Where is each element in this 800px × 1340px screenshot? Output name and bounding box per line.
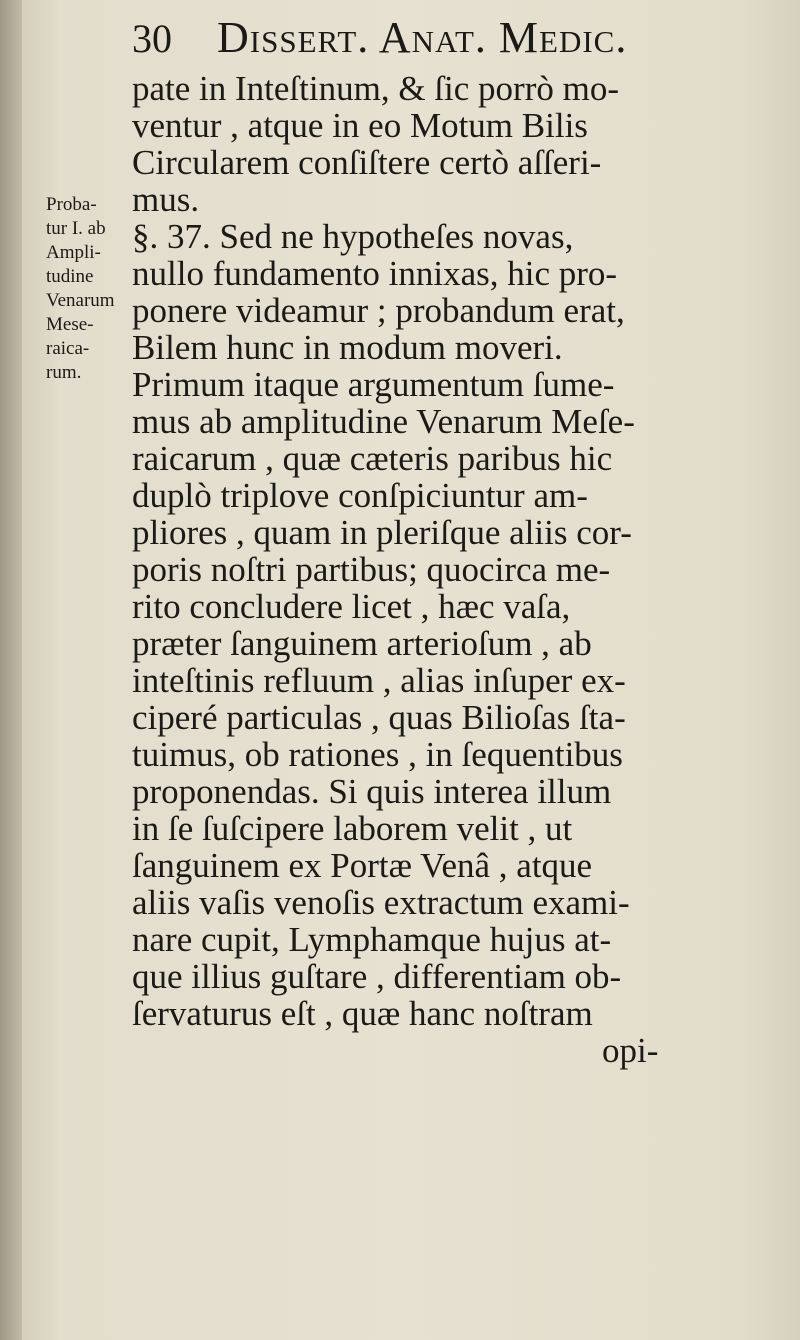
text-line: poris noſtri partibus; quocirca me- [132,550,611,589]
text-line: Primum itaque argumentum ſume- [132,365,615,404]
margin-note-line: tur I. ab [46,218,106,239]
page-gutter [0,0,22,1340]
text-line: pliores , quam in pleriſque aliis cor- [132,513,632,552]
margin-note-line: Mese- [46,314,94,335]
text-line: tuimus, ob rationes , in ſequentibus [132,735,623,774]
margin-note-line: Proba- [46,194,97,215]
text-line: ſervaturus eſt , quæ hanc noſtram [132,994,593,1033]
text-line: Circularem conſiſtere certò aſſeri- [132,143,602,182]
text-line: pate in Inteſtinum, & ſic porrò mo- [132,69,619,108]
margin-note-line: tudine [46,266,94,287]
running-title: Dissert. Anat. Medic. [217,13,628,62]
text-line: in ſe ſuſcipere laborem velit , ut [132,809,573,848]
text-line: ponere videamur ; probandum erat, [132,291,625,330]
text-line: proponendas. Si quis interea illum [132,772,612,811]
margin-note [46,193,126,385]
text-line: opi- [602,1031,659,1070]
text-line: aliis vaſis venoſis extractum exami- [132,883,630,922]
text-line: rito concludere licet , hæc vaſa, [132,587,571,626]
text-line: nare cupit, Lymphamque hujus at- [132,920,612,959]
text-line: mus. [132,180,200,219]
text-line: que illius guſtare , differentiam ob- [132,957,622,996]
text-line: ciperé particulas , quas Bilioſas ſta- [132,698,626,737]
body-text [132,70,762,1069]
text-line: raicarum , quæ cæteris paribus hic [132,439,613,478]
text-line: nullo fundamento innixas, hic pro- [132,254,618,293]
running-header [132,8,752,68]
margin-note-line: Ampli- [46,242,101,263]
margin-note-line: rum. [46,362,82,383]
text-line: ſanguinem ex Portæ Venâ , atque [132,846,593,885]
text-line: ventur , atque in eo Motum Bilis [132,106,588,145]
text-line: mus ab amplitudine Venarum Meſe- [132,402,635,441]
margin-note-line: Venarum [46,290,115,311]
text-line: Bilem hunc in modum moveri. [132,328,563,367]
page-number: 30 [132,16,172,61]
text-line: inteſtinis refluum , alias inſuper ex- [132,661,626,700]
text-line: duplò triplove conſpiciuntur am- [132,476,588,515]
text-line: §. 37. Sed ne hypotheſes novas, [132,217,574,256]
margin-note-line: raica- [46,338,90,359]
text-line: præter ſanguinem arterioſum , ab [132,624,592,663]
